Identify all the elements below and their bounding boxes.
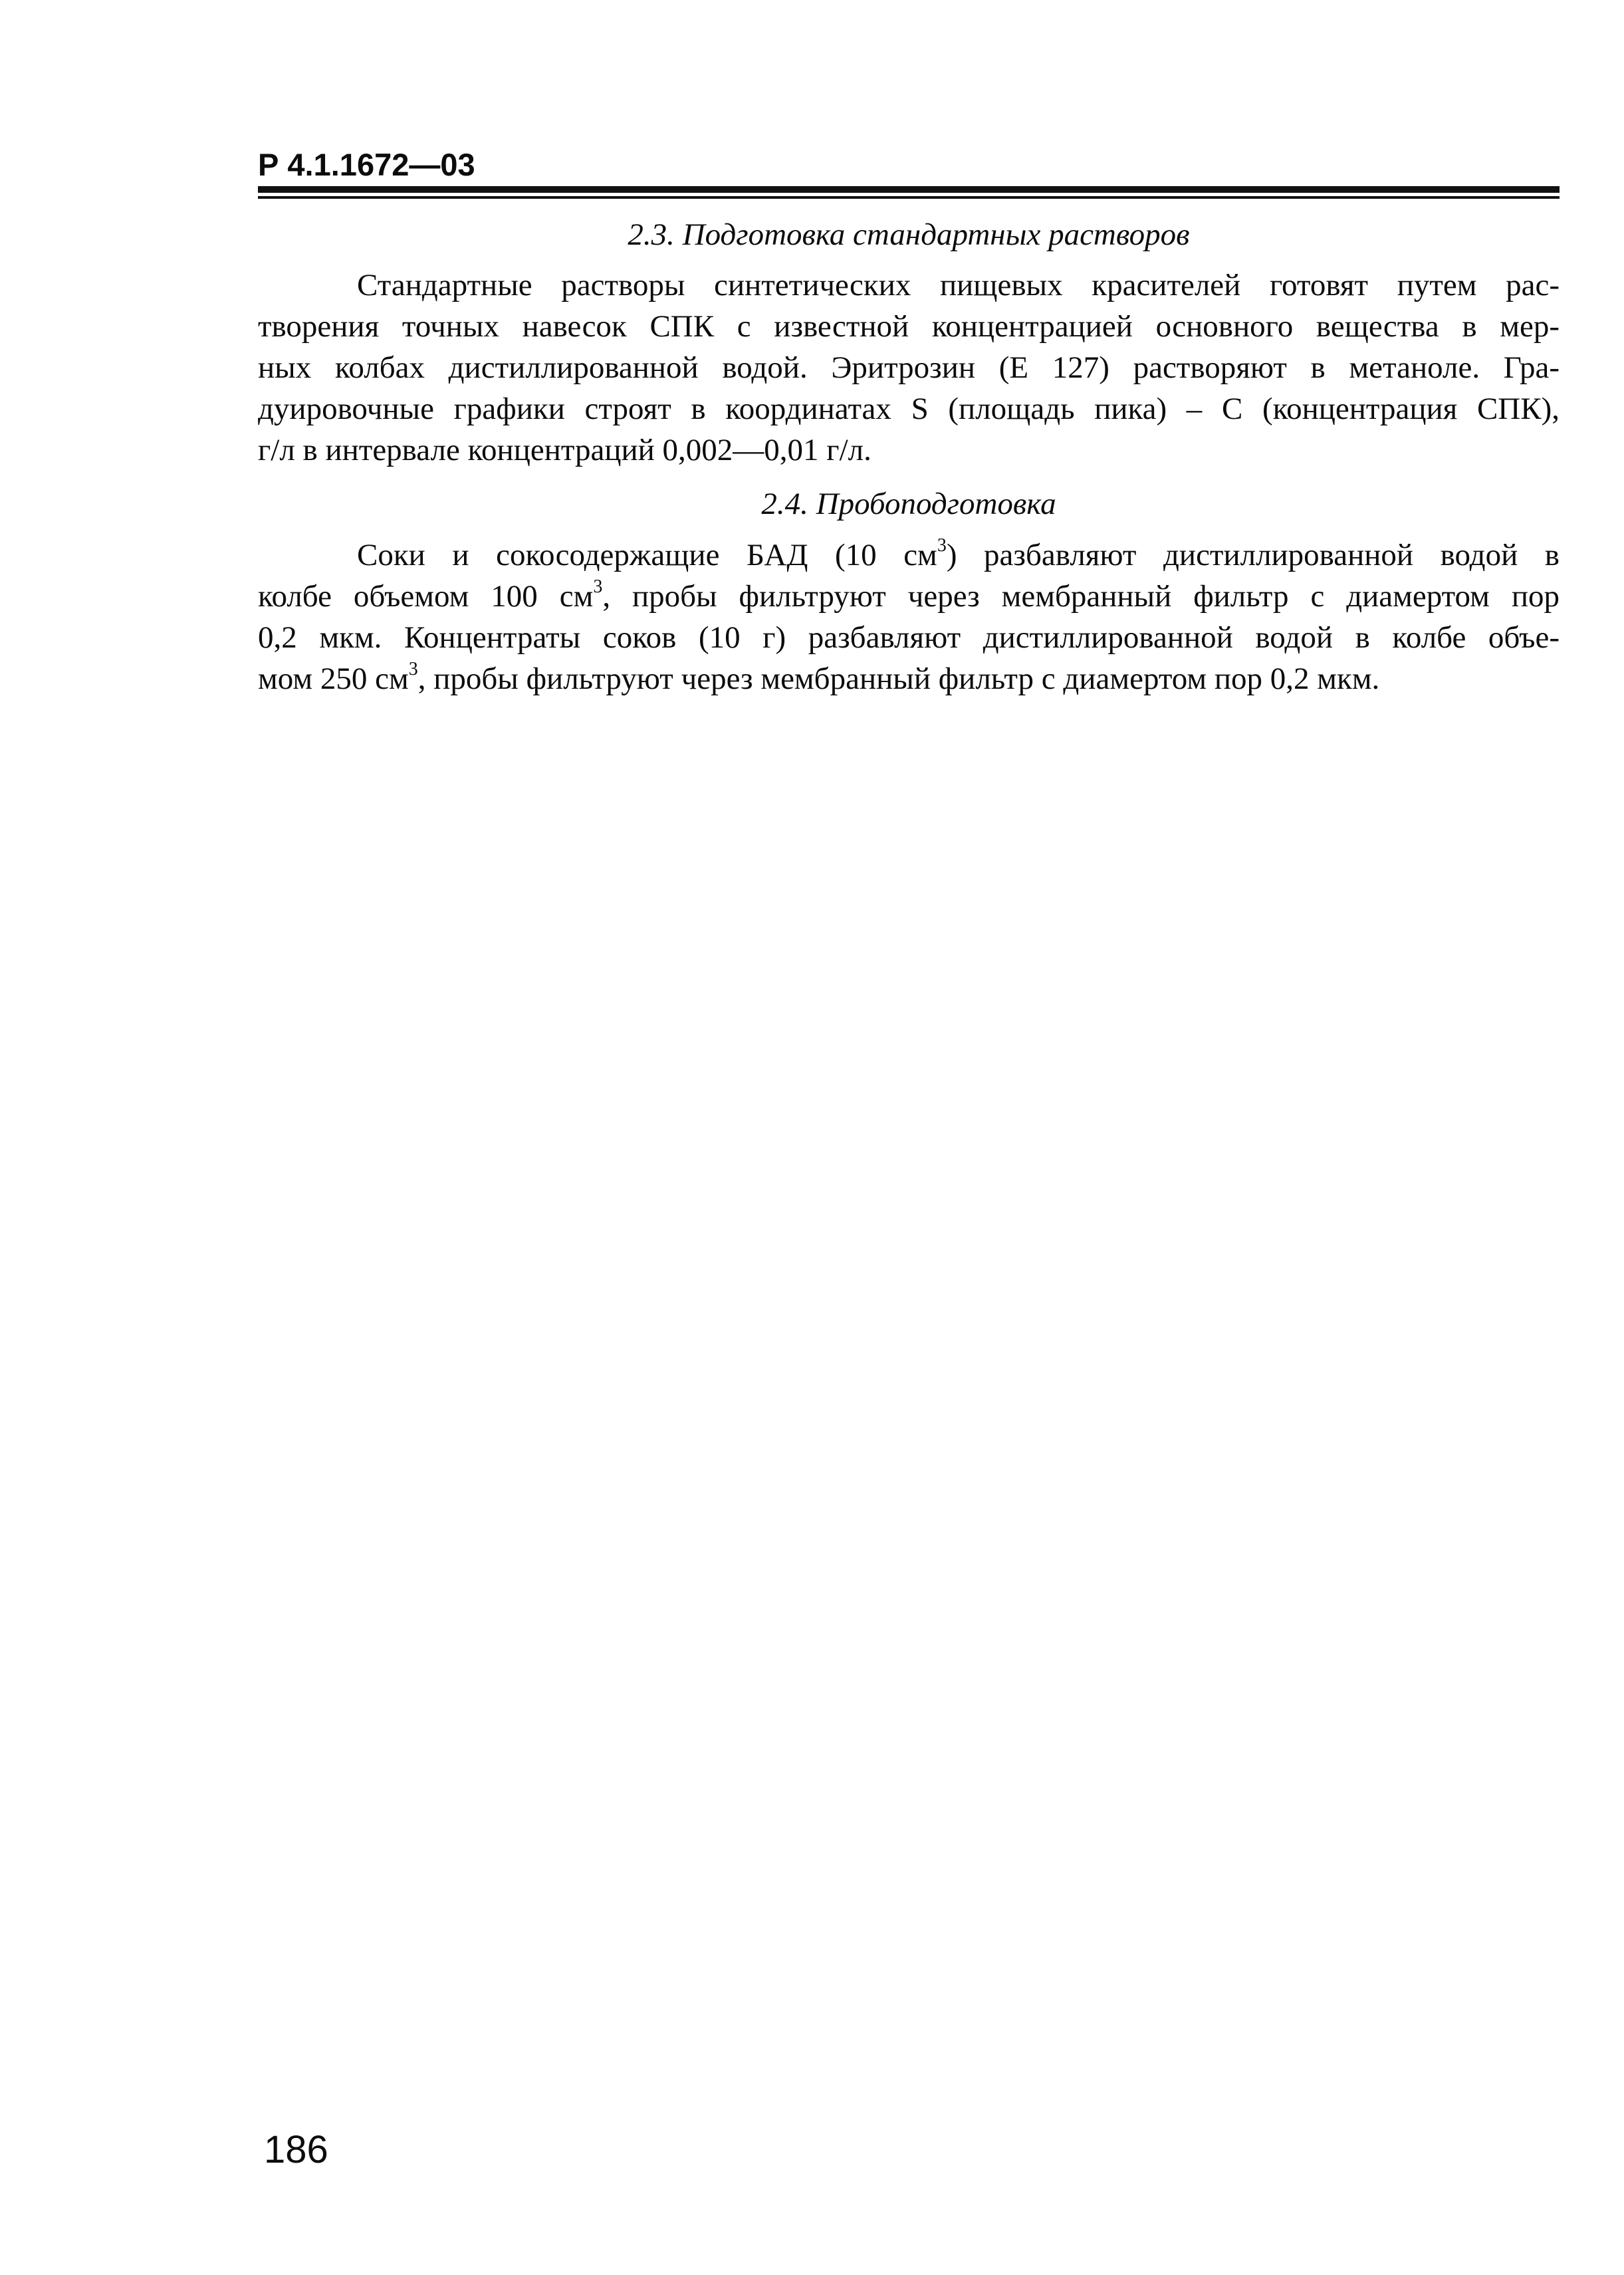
page-number: 186 [264, 2128, 328, 2171]
paragraph-line: Стандартные растворы синтетических пищевых красителей готовят путем рас- [357, 268, 1560, 302]
superscript: 3 [593, 576, 603, 598]
paragraph-line: творения точных навесок СПК с известной концентрацией основного вещества в мер- [258, 309, 1560, 344]
section-2-3-paragraph [258, 265, 1560, 471]
text-fragment: мом 250 см [258, 661, 409, 696]
text-fragment: , пробы фильтруют через мембранный фильтр с диамертом пор [602, 579, 1560, 614]
text-fragment: ) разбавляют дистиллированной водой в [946, 538, 1560, 572]
superscript: 3 [408, 659, 418, 680]
document-code: Р 4.1.1672—03 [258, 147, 475, 182]
paragraph-line [258, 576, 1560, 617]
paragraph-line [258, 535, 1560, 576]
text-fragment: колбе объемом 100 см [258, 579, 594, 614]
section-2-4-heading: 2.4. Пробоподготовка [761, 487, 1056, 521]
paragraph-line: г/л в интервале концентраций 0,002—0,01 г/л. [258, 433, 871, 467]
section-2-3-heading: 2.3. Подготовка стандартных растворов [628, 217, 1190, 252]
text-fragment: Соки и сокосодержащие БАД (10 см [357, 538, 937, 572]
paragraph-line: ных колбах дистиллированной водой. Эритрозин (Е 127) растворяют в метаноле. Гра- [258, 350, 1560, 385]
text-fragment: , пробы фильтруют через мембранный фильтр с диамертом пор 0,2 мкм. [417, 661, 1380, 696]
superscript: 3 [937, 535, 947, 556]
paragraph-line: 0,2 мкм. Концентраты соков (10 г) разбавляют дистиллированной водой в колбе объе- [258, 620, 1560, 655]
paragraph-line [258, 658, 1560, 699]
header-rule-thin [258, 196, 1560, 199]
paragraph-line: дуировочные графики строят в координатах S (площадь пика) – С (концентрация СПК), [258, 392, 1560, 426]
header-rule-thick [258, 186, 1560, 193]
section-2-4-paragraph [258, 535, 1560, 699]
